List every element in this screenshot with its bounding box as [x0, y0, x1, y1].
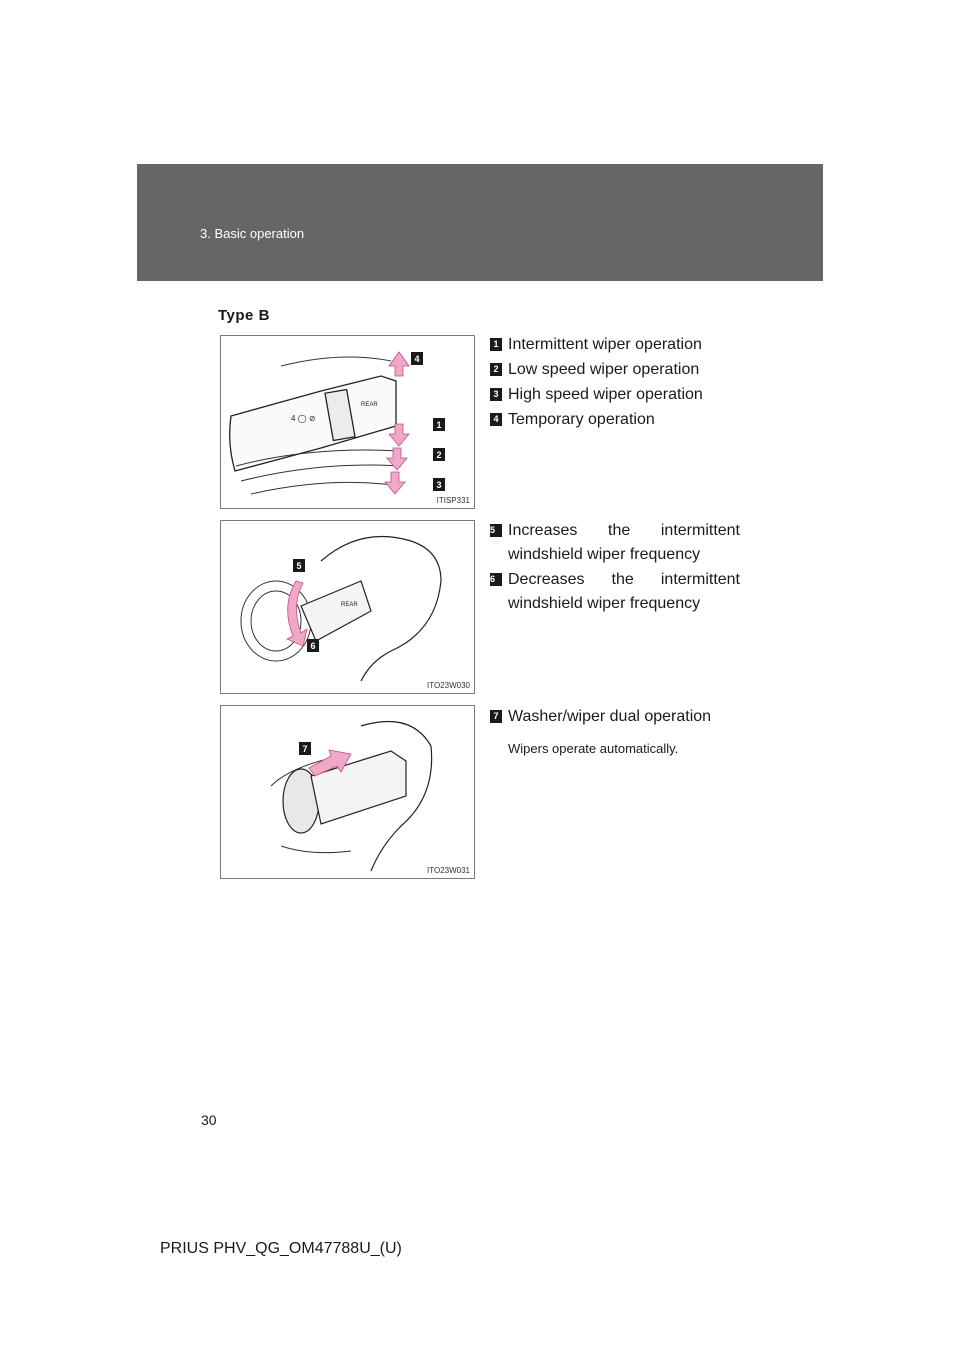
tag-3: 3: [436, 480, 442, 490]
frequency-list: [490, 519, 740, 616]
list-item: [490, 383, 740, 407]
wiper-operation-list: [490, 333, 740, 432]
list-item: [490, 358, 740, 382]
tag-2: 2: [436, 450, 442, 460]
item-text: Intermittent wiper operation: [508, 336, 702, 353]
figure-frequency-dial: [220, 520, 475, 694]
svg-text:REAR: REAR: [361, 402, 378, 408]
item-text: Washer/wiper dual operation: [508, 708, 712, 725]
svg-text:4 ◯ ⊘: 4 ◯ ⊘: [291, 414, 316, 423]
list-item: [490, 333, 740, 357]
item-text: Increases the intermittent windshield wiper frequency: [508, 522, 740, 563]
tag-6: 6: [310, 641, 316, 651]
item-text: Temporary operation: [508, 411, 655, 428]
item-number: 7: [490, 710, 502, 723]
item-number: 1: [490, 338, 502, 351]
tag-4: 4: [414, 354, 420, 364]
page-number: 30: [201, 1112, 217, 1128]
document-code: PRIUS PHV_QG_OM47788U_(U): [160, 1240, 402, 1257]
figure-washer: [220, 705, 475, 879]
list-item: [490, 568, 740, 616]
washer-list: [490, 705, 740, 756]
figure-code: ITO23W031: [427, 866, 470, 875]
tag-5: 5: [296, 561, 302, 571]
figure-wiper-lever: [220, 335, 475, 509]
arrow-up-icon: [389, 352, 409, 376]
note-text: Wipers operate automatically.: [508, 741, 679, 756]
item-text: High speed wiper operation: [508, 386, 703, 403]
item-number: 3: [490, 388, 502, 401]
subheading: Type B: [218, 307, 270, 324]
list-item: [490, 519, 740, 567]
item-number: 5: [490, 524, 502, 537]
svg-text:REAR: REAR: [341, 602, 358, 608]
tag-1: 1: [436, 420, 442, 430]
list-item: [490, 705, 740, 729]
list-item: [490, 408, 740, 432]
frequency-dial-illustration: [221, 521, 474, 693]
header-bar: [137, 164, 823, 281]
figure-code: ITISP331: [436, 496, 470, 505]
item-number: 4: [490, 413, 502, 426]
item-text: Low speed wiper operation: [508, 361, 700, 378]
arrow-down-icon: [385, 472, 405, 494]
item-number: 6: [490, 573, 502, 586]
item-number: 2: [490, 363, 502, 376]
section-title: 3. Basic operation: [200, 226, 305, 241]
washer-illustration: [221, 706, 474, 878]
figure-code: ITO23W030: [427, 681, 470, 690]
tag-7: 7: [302, 744, 308, 754]
arrow-down-icon: [387, 448, 407, 470]
item-text: Decreases the intermittent windshield wiper frequency: [508, 571, 740, 612]
wiper-lever-illustration: [221, 336, 474, 508]
